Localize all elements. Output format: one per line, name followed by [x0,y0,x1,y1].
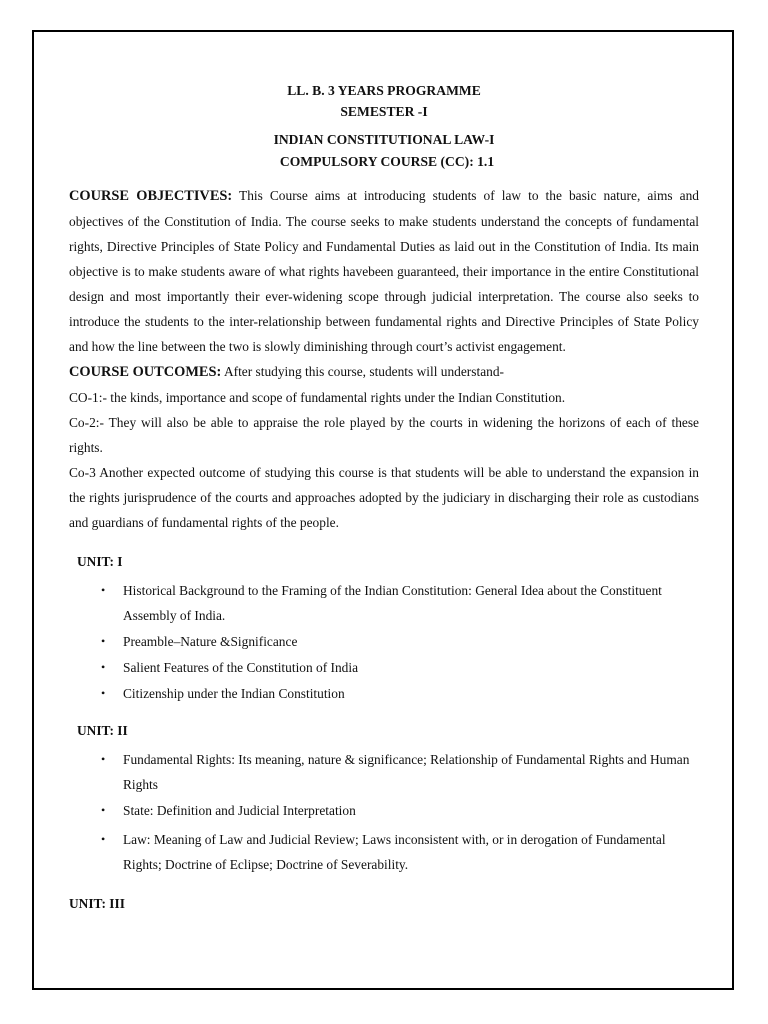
unit-1-list [69,578,699,706]
unit-3-title: UNIT: III [69,896,125,911]
objectives-text: This Course aims at introducing students of law to the basic nature, aims and objectives of the Constitution of India. The course seeks to make students understand the concepts of fundamental rights, Directive Principles of State Policy and Fundamental Duties as laid out in the Constitution of India. Its main objective is to make students aware of what rights havebeen guaranteed, their importance in the entire Constitutional design and most importantly their ever-widening scope through judicial interpretation. The course also seeks to introduce the students to the inter-relationship between fundamental rights and Directive Principles of State Policy and how the line between the two is slowly diminishing through court’s activist engagement. [69,188,699,354]
list-item: • Fundamental Rights: Its meaning, nature & significance; Relationship of Fundamental Rights and Human Rights [69,747,699,797]
course-code: COMPULSORY COURSE (CC): 1.1 [279,154,495,169]
outcome-co1: CO-1:- the kinds, importance and scope of fundamental rights under the Indian Constitution. [69,390,566,405]
outcomes-label: COURSE OUTCOMES: [69,364,222,380]
outcome-co2: Co-2:- They will also be able to appraise the role played by the courts in widening the horizons of each of these rights. [69,415,699,455]
outcomes-intro-text: After studying this course, students will understand- [223,364,504,379]
bullet-icon: • [101,660,106,674]
programme-title: LL. B. 3 YEARS PROGRAMME [287,83,481,98]
bullet-icon: • [101,634,106,648]
document-body [69,80,699,916]
outcome-co3: Co-3 Another expected outcome of studying this course is that students will be able to understand the expansion in the rights jurisprudence of the courts and approaches adopted by the judiciary in discharging their role as custodians and guardians of fundamental rights of the people. [69,465,699,530]
list-item: • Salient Features of the Constitution of India [69,655,699,680]
course-outcomes-intro [69,359,699,385]
list-item: • Law: Meaning of Law and Judicial Review; Laws inconsistent with, or in derogation of Fundamental Rights; Doctrine of Eclipse; Doctrine of Severability. [69,827,699,877]
unit-2-list [69,747,699,877]
semester-title: SEMESTER -I [340,104,428,119]
list-item: • Historical Background to the Framing of the Indian Constitution: General Idea about the Constituent Assembly of India. [69,578,699,628]
bullet-icon: • [101,686,106,700]
bullet-icon: • [101,752,106,766]
list-item: • Preamble–Nature &Significance [69,629,699,654]
list-item: • State: Definition and Judicial Interpretation [69,798,699,823]
bullet-icon: • [101,583,106,597]
bullet-icon: • [101,832,106,846]
course-objectives [69,183,699,359]
objectives-label: COURSE OBJECTIVES: [69,188,233,204]
list-item: • Citizenship under the Indian Constitution [69,681,699,706]
unit-2-title: UNIT: II [77,723,128,738]
course-title: INDIAN CONSTITUTIONAL LAW-I [273,132,495,147]
bullet-icon: • [101,803,106,817]
unit-1-title: UNIT: I [77,554,123,569]
